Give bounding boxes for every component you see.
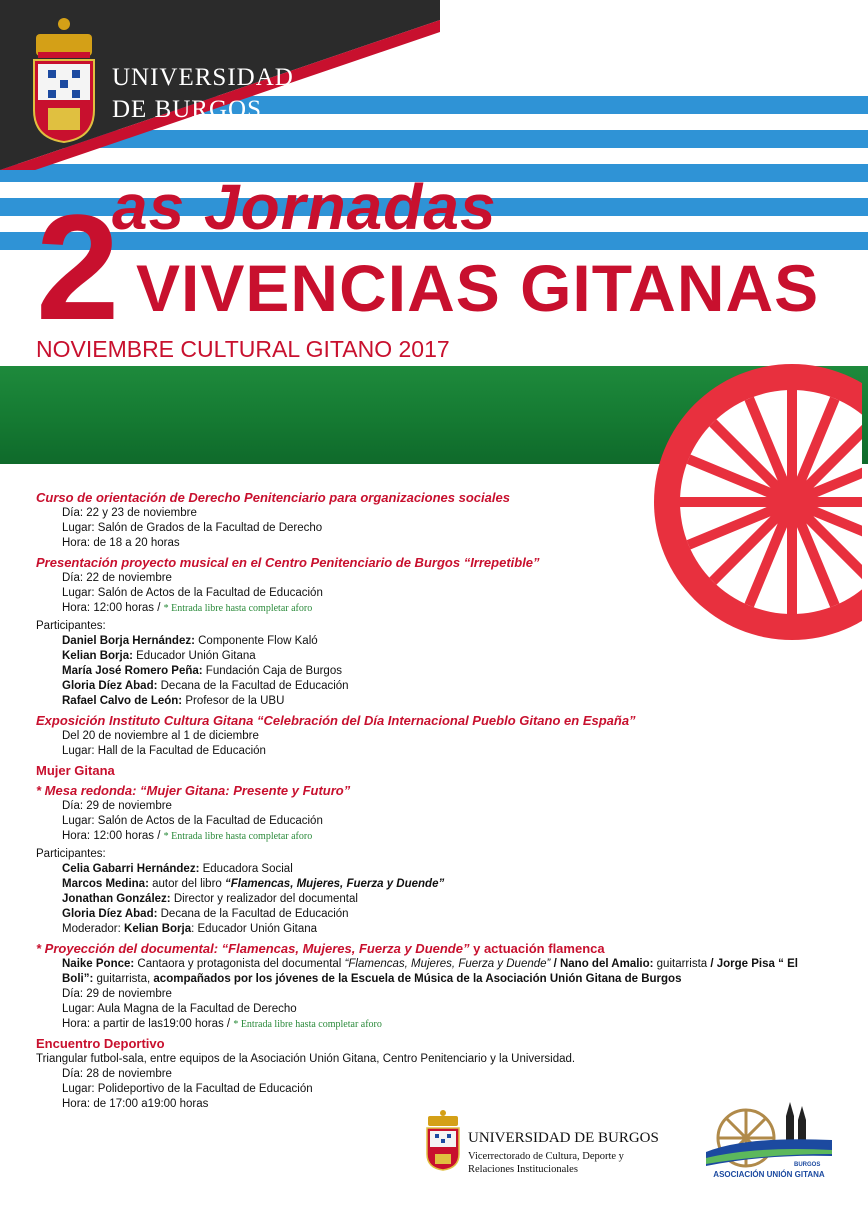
event-date: Día: 22 y 23 de noviembre	[62, 507, 197, 519]
event-date: Día: 28 de noviembre	[62, 1068, 172, 1080]
moderator: Moderador: Kelian Borja: Educador Unión Gitana	[62, 923, 318, 935]
footer-vicerrectorado: Vicerrectorado de Cultura, Deporte y Relaciones Institucionales	[468, 1151, 624, 1175]
university-name-line2: DE BURGOS	[112, 96, 262, 123]
aug-city-label: BURGOS	[794, 1162, 821, 1168]
program-content	[36, 486, 826, 1112]
university-name-line1: UNIVERSIDAD	[112, 64, 294, 91]
free-entry-note: * Entrada libre hasta completar aforo	[233, 1019, 382, 1030]
event-title-presentacion: Presentación proyecto musical en el Centro Penitenciario de Burgos “Irrepetible”	[36, 555, 540, 570]
participant-item: Jonathan González: Director y realizador del documental	[62, 893, 358, 905]
event-place: Lugar: Salón de Grados de la Facultad de Derecho	[62, 522, 323, 534]
event-date: Día: 22 de noviembre	[62, 572, 172, 584]
event-time: Hora: 12:00 horas / * Entrada libre hasta completar aforo	[62, 830, 313, 842]
event-title-proyeccion: * Proyección del documental: “Flamencas, Mujeres, Fuerza y Duende” y actuación flamenca	[36, 941, 605, 956]
aug-name-label: ASOCIACIÓN UNIÓN GITANA	[713, 1170, 825, 1179]
event-title-exposicion: Exposición Instituto Cultura Gitana “Celebración del Día Internacional Pueblo Gitano en España”	[36, 713, 636, 728]
participants-label: Participantes:	[36, 620, 106, 632]
event-title-curso: Curso de orientación de Derecho Penitenciario para organizaciones sociales	[36, 490, 510, 505]
event-place: Lugar: Salón de Actos de la Facultad de Educación	[62, 587, 323, 599]
participant-item: Celia Gabarri Hernández: Educadora Social	[62, 863, 293, 875]
event-place: Lugar: Salón de Actos de la Facultad de Educación	[62, 815, 323, 827]
participants-label: Participantes:	[36, 848, 106, 860]
event-time: Hora: de 18 a 20 horas	[62, 537, 180, 549]
event-place: Lugar: Polideportivo de la Facultad de Educación	[62, 1083, 313, 1095]
participant-item: Daniel Borja Hernández: Componente Flow Kaló	[62, 635, 318, 647]
university-crest-icon	[28, 14, 100, 144]
asociacion-union-gitana-logo	[706, 1096, 832, 1188]
free-entry-note: * Entrada libre hasta completar aforo	[163, 603, 313, 614]
event-title-encuentro: Encuentro Deportivo	[36, 1036, 165, 1051]
wheel-cathedral-icon	[706, 1096, 832, 1170]
event-time: Hora: a partir de las19:00 horas / * Entrada libre hasta completar aforo	[62, 1018, 382, 1030]
event-date: Del 20 de noviembre al 1 de diciembre	[62, 730, 259, 742]
participant-item: Gloria Díez Abad: Decana de la Facultad de Educación	[62, 680, 349, 692]
section-title-mujer-gitana: Mujer Gitana	[36, 763, 115, 778]
event-place: Lugar: Hall de la Facultad de Educación	[62, 745, 266, 757]
performers: Naike Ponce: Cantaora y protagonista del documental “Flamencas, Mujeres, Fuerza y Duende” / Nano del Amalio: guitarrista / Jorge Pisa “ El Boli”: guitarrista, acompañados por los jóvenes de la Escuela de Música de la Asociación Unión Gitana de Burgos	[62, 958, 798, 985]
event-description: Triangular futbol-sala, entre equipos de la Asociación Unión Gitana, Centro Penitenciario y la Universidad.	[36, 1053, 576, 1065]
event-title-mesa-redonda: * Mesa redonda: “Mujer Gitana: Presente y Futuro”	[36, 783, 351, 798]
event-time: Hora: de 17:00 a19:00 horas	[62, 1098, 209, 1110]
subtitle: NOVIEMBRE CULTURAL GITANO 2017	[36, 336, 450, 362]
event-date: Día: 29 de noviembre	[62, 800, 172, 812]
title-vivencias-gitanas: VIVENCIAS GITANAS	[136, 251, 820, 325]
title-jornadas: as Jornadas	[112, 171, 497, 243]
free-entry-note: * Entrada libre hasta completar aforo	[163, 831, 313, 842]
participant-item: María José Romero Peña: Fundación Caja de Burgos	[62, 665, 342, 677]
edition-number: 2	[36, 183, 120, 351]
footer-university-name: UNIVERSIDAD DE BURGOS	[468, 1130, 659, 1146]
participant-item: Kelian Borja: Educador Unión Gitana	[62, 650, 256, 662]
participant-item: Rafael Calvo de León: Profesor de la UBU	[62, 695, 285, 707]
university-crest-icon	[424, 1108, 462, 1172]
participant-item: Gloria Díez Abad: Decana de la Facultad de Educación	[62, 908, 349, 920]
event-date: Día: 29 de noviembre	[62, 988, 172, 1000]
event-time: Hora: 12:00 horas / * Entrada libre hasta completar aforo	[62, 602, 313, 614]
event-place: Lugar: Aula Magna de la Facultad de Derecho	[62, 1003, 297, 1015]
participant-item: Marcos Medina: autor del libro “Flamencas, Mujeres, Fuerza y Duende”	[62, 878, 445, 890]
